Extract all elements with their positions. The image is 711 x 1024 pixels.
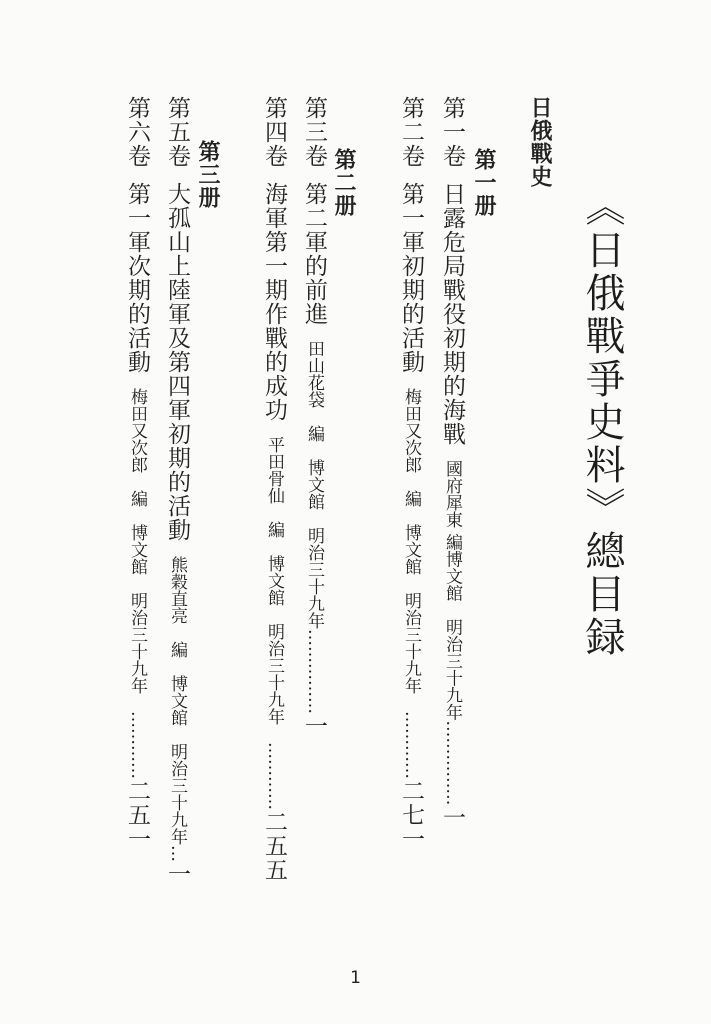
page-number: 1: [350, 968, 361, 988]
toc-entry[interactable]: [302, 96, 325, 738]
entry-number: 第六卷: [124, 96, 150, 168]
entry-page: 二五五: [261, 810, 287, 882]
entry-number: 第二卷: [398, 96, 424, 168]
entry-publisher: 博文館: [167, 675, 187, 726]
entry-page: 二七一: [398, 779, 424, 851]
entry-role: 編: [401, 490, 421, 507]
entry-publisher: 博文館: [304, 459, 324, 510]
entry-author: 熊穀直亮: [167, 556, 187, 624]
entry-leader: ……………: [442, 720, 462, 806]
toc-entry[interactable]: [440, 96, 463, 829]
entry-publisher: 博文館: [127, 524, 147, 575]
entry-leader: ……………: [304, 629, 324, 714]
entry-year: 明治三十九年: [167, 743, 187, 845]
entry-role: 編: [167, 641, 187, 658]
entry-author: 梅田又次郎: [127, 388, 147, 473]
entry-leader: …: [167, 845, 187, 862]
entry-role: 編: [304, 425, 324, 442]
entry-number: 第四卷: [261, 96, 287, 168]
entry-number: 第五卷: [164, 96, 190, 168]
toc-entry[interactable]: [125, 96, 148, 851]
entry-role: 編: [264, 521, 284, 538]
entry-title: 第二軍的前進: [301, 182, 327, 326]
entry-title: 第一軍初期的活動: [398, 182, 424, 374]
entry-title: 第一軍次期的活動: [124, 182, 150, 374]
entry-author: 田山花袋: [304, 340, 324, 408]
entry-title: 海軍第一期作戰的成功: [261, 182, 287, 422]
entry-publisher: 博文館: [442, 550, 462, 602]
entry-page: 一: [164, 862, 190, 886]
entry-title: 大孤山上陸軍及第四軍初期的活動: [164, 182, 190, 542]
entry-page: 二五一: [124, 779, 150, 851]
entry-year: 明治三十九年: [127, 592, 147, 694]
entry-role: 編: [127, 490, 147, 507]
page-title: 《日俄戰爭史料》總目録: [579, 186, 625, 659]
entry-year: 明治三十九年: [264, 623, 284, 725]
series-heading: 日俄戰史: [527, 96, 552, 188]
entry-title: 日露危局戰役初期的海戰: [439, 182, 465, 446]
toc-entry[interactable]: [165, 96, 188, 886]
entry-author: 梅田又次郎: [401, 388, 421, 473]
toc-entry[interactable]: [399, 96, 422, 851]
entry-year: 明治三十九年: [442, 618, 462, 721]
toc-entry[interactable]: [262, 96, 285, 882]
entry-author: 國府犀東: [442, 460, 462, 528]
entry-year: 明治三十九年: [304, 527, 324, 629]
entry-page: 一: [439, 805, 465, 830]
volume-heading: 第二册: [331, 148, 356, 217]
entry-year: 明治三十九年: [401, 592, 421, 694]
entry-role: 編: [442, 533, 462, 551]
entry-leader: …………: [127, 711, 147, 779]
volume-heading: 第一册: [471, 148, 496, 217]
entry-leader: …………: [401, 711, 421, 779]
entry-number: 第一卷: [439, 96, 465, 168]
entry-publisher: 博文館: [264, 555, 284, 606]
volume-heading: 第三册: [195, 140, 220, 209]
entry-publisher: 博文館: [401, 524, 421, 575]
entry-author: 平田骨仙: [264, 436, 284, 504]
entry-page: 一: [301, 714, 327, 738]
entry-number: 第三卷: [301, 96, 327, 168]
entry-leader: …………: [264, 742, 284, 810]
